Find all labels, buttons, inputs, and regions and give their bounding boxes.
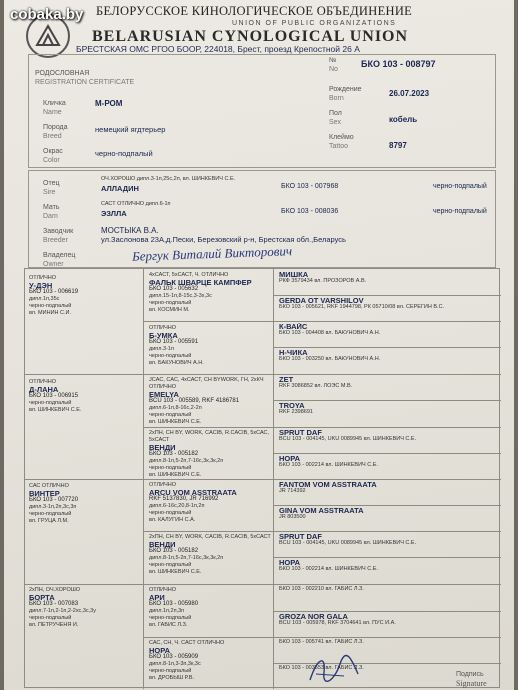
pedigree-table (24, 268, 500, 688)
gen2-cell-1: 4хСАСТ, 5хСАСТ, Ч. ОТЛИЧНО ФАЛЬК ШВАРЦЕ КАМПФЕР БКО 103 - 005632 дипл.15-1п,8-15с,3-3х,3с черно-подпалый вл. КОСМИН М. (149, 272, 252, 313)
color: черно-подпалый (95, 149, 153, 158)
gen3-cell-4: Н-ЧИКА БКО 103 - 003250 вл. БАКУНОВИЧ А.Н. (279, 349, 381, 362)
gen2-cell-5: ОТЛИЧНО ARCU VOM ASSTRAATA RKF 5137830, JR 716992 дипл.6-16с,20,8-1п,2п черно-подпалый вл. КАЛУГИН С.А. (149, 482, 237, 523)
gen2-cell-7: ОТЛИЧНО АРИ БКО 103 - 005980 дипл.1п,2п,3п черно-подпалый вл. ГАБИС Л.З. (149, 587, 199, 628)
owner-handwriting: Бергук Виталий Викторович (131, 243, 293, 264)
sire-name: АЛЛАДИН (101, 184, 139, 193)
breeder-name: МОСТЫКА В.А. (101, 226, 159, 235)
signature-label: Подпись (456, 671, 484, 678)
born-label-en: Born (329, 95, 344, 102)
color-label-en: Color (43, 157, 60, 164)
gen3-cell-6: TROYA RKF 2398691 (279, 402, 313, 415)
sire-label-en: Sire (43, 189, 56, 196)
dam-color: черно-подпалый (433, 208, 487, 215)
gen1-cell-4: 2хПН, ОЧ.ХОРОШО БОРТА БКО 103 - 007083 дипл.7-1п,2-1п,2-2хс,3с,3у черно-подпалый вл. ПЕТРУЧЕНЯ И. (29, 587, 96, 628)
certificate-number: БКО 103 - 008797 (361, 59, 436, 69)
gen1-cell-3: САС ОТЛИЧНО ВИНТЕР БКО 103 - 007720 дипл.3-1п,2п,3с,3п черно-подпалый вл. ГРУЦА Л.М. (29, 483, 79, 524)
gen2-cell-3: JCAC, CAC, 4хСАСТ, CH BYWORK, ГН, 2хКЧ ОТЛИЧНО EMELYA BCU 103 - 005589, RKF 4186781 дипл.6-1п,8-16с,2-2п черно-подпалый вл. ШИНКЕВИЧ С.Е. (149, 377, 264, 425)
tattoo-label-en: Tattoo (329, 143, 349, 150)
gen3-cell-10: GINA VOM ASSTRAATA JR 803500 (279, 507, 364, 520)
org-name-en: BELARUSIAN CYNOLOGICAL UNION (92, 28, 409, 45)
gen3-cell-13: БКО 103 - 002210 вл. ГАБИС Л.З. (279, 586, 364, 592)
breeder-address: ул.Заслонова 23А,д.Пески, Березовский р-н, Брестская обл.,Беларусь (101, 235, 346, 244)
signature-label-en: Signature (456, 679, 487, 688)
dam-name: ЭЗЛЛА (101, 209, 127, 218)
branch-address: БРЕСТСКАЯ ОМС РГОО БООР, 224018, Брест, проезд Крепостной 26 А (76, 44, 360, 54)
tattoo-label: Клеймо (329, 134, 354, 141)
breeder-label-en: Breeder (43, 237, 68, 244)
org-subtitle: UNION OF PUBLIC ORGANIZATIONS (232, 20, 397, 27)
site-watermark: cobaka.by (10, 6, 84, 23)
title-en: REGISTRATION CERTIFICATE (35, 79, 135, 86)
gen3-cell-5: ZET RKF 3086852 вл. ЛОЭС М.В. (279, 376, 353, 389)
gen1-cell-1: ОТЛИЧНО У-ДЭН БКО 103 - 006619 дипл.1п,35с черно-подпалый вл. МИНИН С.И. (29, 275, 79, 316)
gen3-cell-2: GERDA OT VARSHILOV БКО 103 - 005621, RKF 1944798, РК 05710/08 вл. СЕРЕГИН В.С. (279, 297, 445, 310)
sex-label: Пол (329, 110, 342, 117)
gen3-cell-14: GROZA NOR GALA BCU 103 - 005978, RKF 3704641 вл. ПУС И.А. (279, 613, 396, 626)
gen3-cell-7: SPRUT DAF BCU 103 - 004145, UKU 0089945 вл. ШИНКЕВИЧ С.Е. (279, 429, 417, 442)
dam-label-en: Dam (43, 213, 58, 220)
official-signature (304, 652, 364, 686)
breed-label-en: Breed (43, 133, 62, 140)
gen2-cell-2: ОТЛИЧНО Б-УМКА БКО 103 - 005591 дипл.3-1п черно-подпалый вл. БАКУНОВИЧ А.Н. (149, 325, 204, 366)
breed-label: Порода (43, 124, 68, 131)
dam-number: БКО 103 - 008036 (281, 208, 339, 215)
name-label-en: Name (43, 109, 62, 116)
gen2-cell-8: САС, CH, Ч. САСТ ОТЛИЧНО НОРА БКО 103 - 005909 дипл.8-1п,3-3п,3к,3с черно-подпалый вл. ДРОБЫШ Р.В. (149, 640, 225, 681)
certificate-sheet (4, 0, 514, 690)
birth-date: 26.07.2023 (389, 89, 430, 98)
born-label: Рождение (329, 86, 362, 93)
title-ru: РОДОСЛОВНАЯ (35, 70, 90, 77)
gen2-cell-6: 2хПН, CH BY, WORK, CACIB, R.CACIB, 5хСАСТ ВЕНДИ БКО 103 - 005182 дипл.8-1п,5-2п,7-16с,3к,3к,2п черно-подпалый вл. ШИНКЕВИЧ С.Е. (149, 534, 271, 575)
gen3-cell-9: FANTOM VOM ASSTRAATA JR 714392 (279, 481, 377, 494)
dam-label: Мать (43, 204, 60, 211)
color-label: Окрас (43, 148, 63, 155)
name-label: Кличка (43, 100, 66, 107)
gen3-cell-11: SPRUT DAF BCU 103 - 004145, UKU 0089945 вл. ШИНКЕВИЧ С.Е. (279, 533, 417, 546)
certificate-details (28, 54, 496, 168)
sex-label-en: Sex (329, 119, 342, 126)
gen2-cell-4: 2хПН, CH BY, WORK, CACIB, R.CACIB, 5хСАС, 5хСАСТ ВЕНДИ БКО 103 - 005182 дипл.8-1п,5-2п,7-16с,3к,3к,2п черно-подпалый вл. ШИНКЕВИЧ С.Е. (149, 430, 270, 478)
tattoo: 8797 (389, 141, 407, 150)
dog-name: М-РОМ (95, 99, 123, 108)
sire-number: БКО 103 - 007968 (281, 183, 339, 190)
gen3-cell-16: БКО 103 - 003553 вл. ГАБИС Л.З. (279, 665, 364, 671)
gen3-cell-15: БКО 103 - 005741 вл. ГАБИС Л.З. (279, 639, 364, 645)
gen1-cell-2: ОТЛИЧНО Д-ЛАНА БКО 103 - 006915 черно-подпалый вл. ШИНКЕВИЧ С.Е. (29, 379, 82, 413)
number-label-en: No (329, 66, 338, 73)
sire-color: черно-подпалый (433, 183, 487, 190)
sire-label: Отец (43, 180, 60, 187)
gen3-cell-1: МИШКА РКФ 3579434 вл. ПРОЗОРОВ А.В. (279, 271, 367, 284)
gen3-cell-8: НОРА БКО 103 - 002214 вл. ШИНКЕВИЧ С.Е. (279, 455, 378, 468)
org-name-ru: БЕЛОРУССКОЕ КИНОЛОГИЧЕСКОЕ ОБЪЕДИНЕНИЕ (96, 4, 413, 18)
gen3-cell-3: К-ВАЙС БКО 103 - 004408 вл. БАКУНОВИЧ А.Н. (279, 323, 381, 336)
number-label: № (329, 57, 337, 64)
sex: кобель (389, 115, 418, 124)
owner-label: Владелец (43, 252, 76, 259)
sire-titles: ОЧ.ХОРОШО дипл.3-1п,25с,2п, вл. ШИНКЕВИЧ С.Е. (101, 176, 236, 182)
breed: немецкий ягдтерьер (95, 125, 166, 134)
gen3-cell-12: НОРА БКО 103 - 002214 вл. ШИНКЕВИЧ С.Е. (279, 559, 378, 572)
breeder-label: Заводчик (43, 228, 74, 235)
owner-label-en: Owner (43, 261, 64, 268)
dam-titles: САСТ ОТЛИЧНО дипл.6-1п (101, 201, 171, 207)
